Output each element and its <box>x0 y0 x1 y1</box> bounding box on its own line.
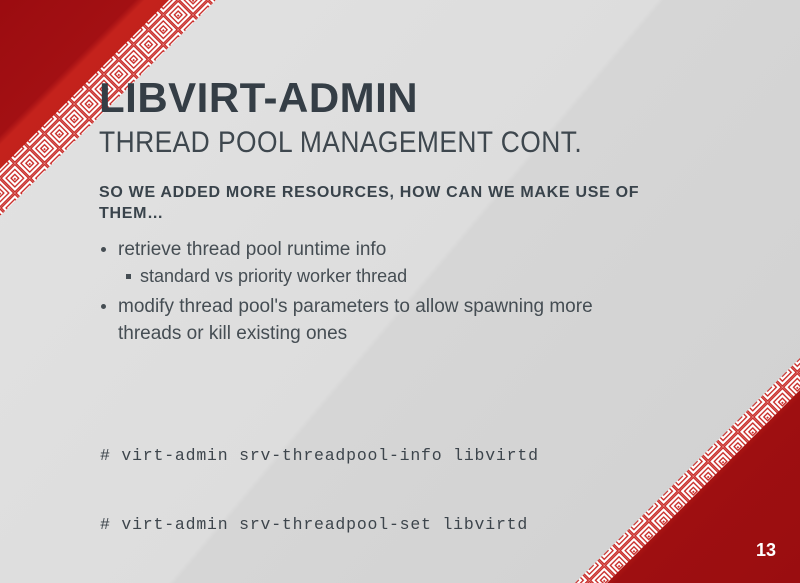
section-heading-line2: THEM… <box>99 205 164 222</box>
page-number: 13 <box>755 540 776 560</box>
bullet-square-icon <box>126 274 131 279</box>
bullet-list <box>99 236 699 347</box>
bullet-item-3-text-line2: threads or kill existing ones <box>118 323 348 344</box>
code-line-2: # virt-admin srv-threadpool-set libvirtd <box>100 515 529 534</box>
bullet-dot-icon <box>101 247 106 252</box>
bullet-item-2-sub <box>99 263 699 290</box>
bullet-item-1-text: retrieve thread pool runtime info <box>118 239 387 260</box>
bullet-item-1 <box>99 236 699 263</box>
code-line-1: # virt-admin srv-threadpool-info libvirtd <box>100 446 539 465</box>
bullet-dot-icon <box>101 304 106 309</box>
bullet-item-3-text-line1: modify thread pool's parameters to allow spawning more <box>118 296 593 317</box>
bullet-item-3 <box>99 293 699 347</box>
section-heading <box>99 182 639 224</box>
slide-title: LIBVIRT-ADMIN <box>99 74 419 121</box>
code-block <box>100 398 539 582</box>
section-heading-line1: SO WE ADDED MORE RESOURCES, HOW CAN WE MAKE USE OF <box>99 184 640 201</box>
slide-subtitle: THREAD POOL MANAGEMENT CONT. <box>99 126 583 159</box>
bullet-item-2-text: standard vs priority worker thread <box>140 266 408 286</box>
